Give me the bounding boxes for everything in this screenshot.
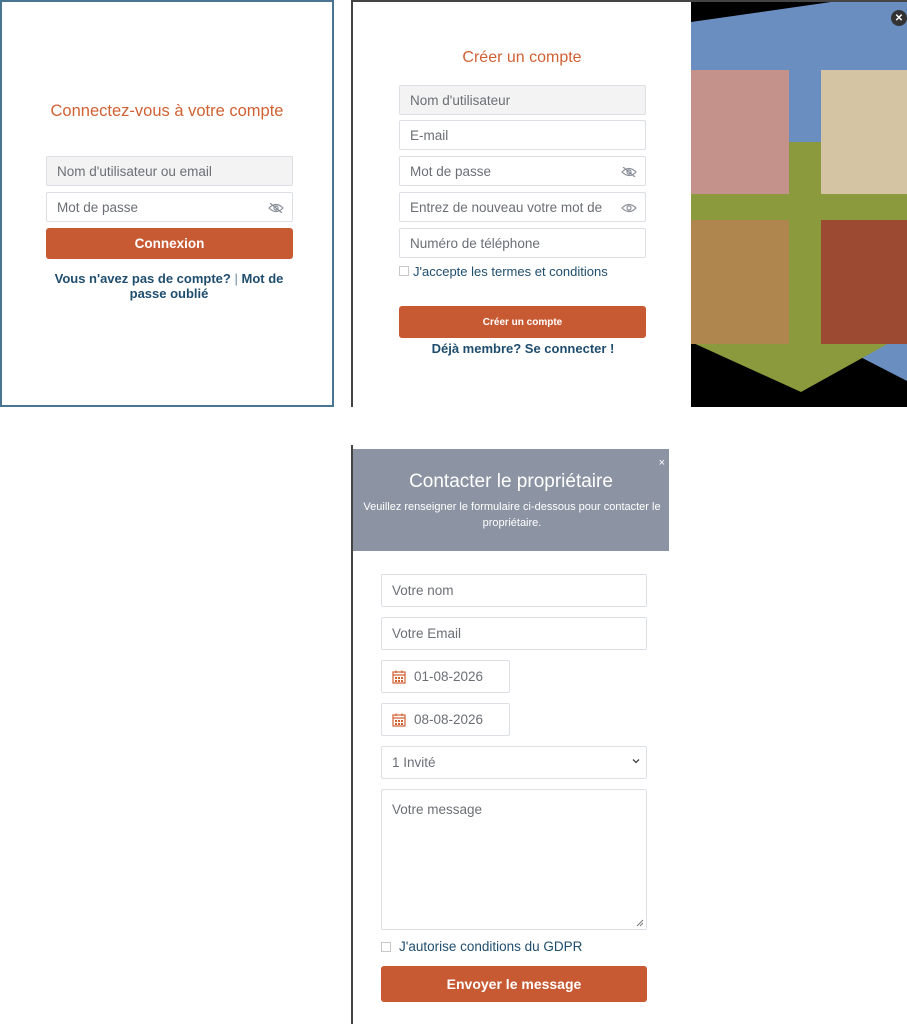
login-links <box>38 271 300 301</box>
register-title: Créer un compte <box>462 49 582 66</box>
calendar-icon <box>392 713 406 727</box>
resize-grip-icon[interactable] <box>636 919 644 927</box>
username-placeholder: Nom d'utilisateur <box>410 92 511 108</box>
login-panel <box>0 0 334 407</box>
gdpr-label: J'autorise conditions du GDPR <box>399 939 583 954</box>
name-placeholder: Votre nom <box>392 583 454 598</box>
terms-prefix: J'accepte <box>413 264 472 279</box>
password-placeholder: Mot de passe <box>410 163 492 179</box>
forgot-password-link[interactable]: Mot de passe oublié <box>129 271 284 301</box>
gdpr-checkbox[interactable] <box>381 942 391 952</box>
contact-header <box>353 449 669 551</box>
guests-select[interactable] <box>381 746 647 779</box>
register-panel <box>351 0 907 407</box>
confirm-password-placeholder: Entrez de nouveau votre mot de <box>410 199 603 215</box>
name-input[interactable] <box>381 574 647 607</box>
decorative-illustration <box>691 2 907 407</box>
create-account-button[interactable]: Créer un compte <box>399 306 646 338</box>
checkin-date-input[interactable] <box>381 660 510 693</box>
message-placeholder: Votre message <box>392 802 483 817</box>
username-placeholder: Nom d'utilisateur ou email <box>57 163 212 179</box>
register-phone-input[interactable] <box>399 228 646 258</box>
eye-slash-icon[interactable] <box>268 203 284 213</box>
abstract-art-image <box>691 2 907 407</box>
contact-title: Contacter le propriétaire <box>409 471 613 492</box>
email-placeholder: E-mail <box>410 127 449 143</box>
eye-slash-icon[interactable] <box>621 203 637 213</box>
login-title: Connectez-vous à votre compte <box>50 102 284 120</box>
login-username-input[interactable] <box>46 156 293 186</box>
message-textarea[interactable] <box>381 789 647 930</box>
register-username-input[interactable] <box>399 85 646 115</box>
close-icon[interactable]: × <box>658 457 665 469</box>
email-input[interactable] <box>381 617 647 650</box>
chevron-down-icon <box>632 757 640 765</box>
email-placeholder: Votre Email <box>392 626 462 641</box>
calendar-icon <box>392 670 406 684</box>
guests-selected-value: 1 Invité <box>392 755 436 770</box>
eye-slash-icon[interactable] <box>621 167 637 177</box>
close-icon[interactable]: ✕ <box>891 10 907 26</box>
register-confirm-password-input[interactable] <box>399 192 646 222</box>
login-button[interactable]: Connexion <box>46 228 293 259</box>
checkin-date-value: 01-08-2026 <box>414 669 484 684</box>
login-link[interactable]: Déjà membre? Se connecter ! <box>431 341 615 356</box>
terms-link[interactable]: les termes et conditions <box>471 264 608 279</box>
register-email-input[interactable] <box>399 120 646 150</box>
link-separator: | <box>234 271 238 286</box>
checkout-date-value: 08-08-2026 <box>414 712 484 727</box>
checkout-date-input[interactable] <box>381 703 510 736</box>
password-placeholder: Mot de passe <box>57 199 139 215</box>
send-message-button[interactable]: Envoyer le message <box>381 966 647 1002</box>
register-password-input[interactable] <box>399 156 646 186</box>
terms-label <box>399 264 619 279</box>
phone-placeholder: Numéro de téléphone <box>410 235 540 251</box>
contact-panel <box>351 445 669 1024</box>
login-password-input[interactable] <box>46 192 293 222</box>
register-link[interactable]: Vous n'avez pas de compte? <box>54 271 231 286</box>
contact-subtitle: Veuillez renseigner le formulaire ci-dessous pour contacter le propriétaire. <box>363 501 661 529</box>
